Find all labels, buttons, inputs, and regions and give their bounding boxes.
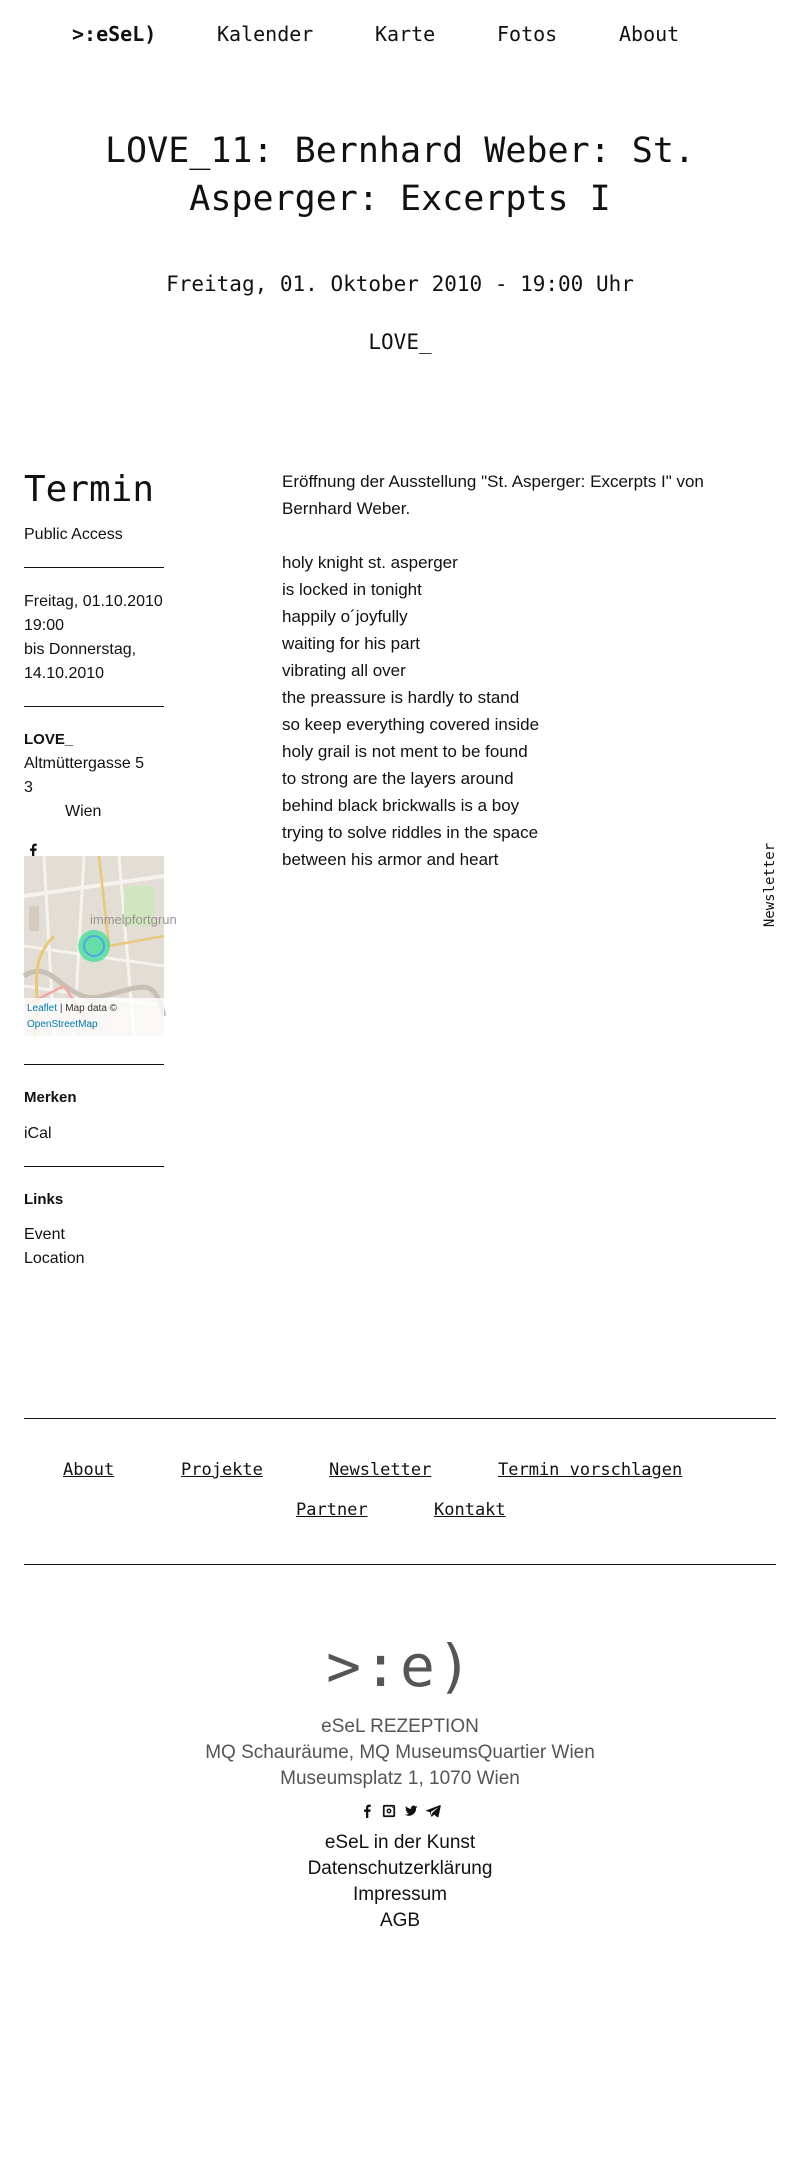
poem-line: holy grail is not ment to be found <box>282 742 528 761</box>
sidebar-heading: Termin <box>24 469 155 510</box>
leaflet-link[interactable]: Leaflet <box>27 1003 58 1014</box>
location-map[interactable] <box>24 856 177 1036</box>
facebook-icon[interactable] <box>360 1804 374 1823</box>
nav-item-about[interactable]: About <box>619 22 680 46</box>
footer-nav-newsletter[interactable]: Newsletter <box>329 1460 432 1480</box>
site-logo[interactable]: >:eSeL) <box>72 22 157 46</box>
twitter-icon[interactable] <box>404 1804 418 1823</box>
nav-item-fotos[interactable]: Fotos <box>497 22 558 46</box>
footer-divider-top <box>24 1418 776 1419</box>
event-sidebar <box>24 468 164 824</box>
telegram-icon[interactable] <box>426 1804 440 1823</box>
footer-link-datenschutz[interactable]: Datenschutzerklärung <box>307 1858 493 1879</box>
instagram-icon[interactable] <box>382 1804 396 1823</box>
event-description <box>282 468 762 873</box>
poem-line: between his armor and heart <box>282 850 499 869</box>
poem-line: to strong are the layers around <box>282 769 514 788</box>
address-street: Altmüttergasse 5 <box>24 754 145 772</box>
access-label: Public Access <box>24 526 123 544</box>
poem-line: trying to solve riddles in the space <box>282 823 539 842</box>
map-attr-text: | Map data © <box>59 1003 118 1014</box>
footer-nav-partner[interactable]: Partner <box>296 1500 368 1520</box>
footer-divider-bottom <box>24 1564 776 1565</box>
poem-line: vibrating all over <box>282 661 406 680</box>
nav-item-kalender[interactable]: Kalender <box>217 22 314 46</box>
links-heading: Links <box>24 1190 64 1208</box>
footer-nav-projekte[interactable]: Projekte <box>181 1460 263 1480</box>
footer-link-impressum[interactable]: Impressum <box>353 1884 447 1905</box>
nav-item-karte[interactable]: Karte <box>375 22 436 46</box>
map-street-label: immelpfortgrun <box>90 912 177 927</box>
address-number: 3 <box>24 778 33 796</box>
org-name: eSeL REZEPTION <box>321 1716 479 1737</box>
poem-line: holy knight st. asperger <box>282 553 458 572</box>
osm-link[interactable]: OpenStreetMap <box>27 1019 98 1030</box>
footer-link-agb[interactable]: AGB <box>379 1910 421 1931</box>
poem-line: waiting for his part <box>282 634 420 653</box>
merken-heading: Merken <box>24 1089 77 1106</box>
top-navigation <box>0 22 800 52</box>
poem-line: is locked in tonight <box>282 580 422 599</box>
map-attribution <box>24 998 164 1036</box>
intro-paragraph: Eröffnung der Ausstellung "St. Asperger: Excerpts I" von Bernhard Weber. <box>282 472 704 518</box>
divider <box>24 1166 164 1167</box>
venue-name-link[interactable]: LOVE_ <box>24 731 74 749</box>
event-link[interactable]: Event <box>24 1226 65 1243</box>
date-to: bis Donnerstag, 14.10.2010 <box>24 641 137 683</box>
poem-line: so keep everything covered inside <box>282 715 540 734</box>
divider <box>24 567 164 568</box>
divider <box>24 1064 164 1065</box>
poem-line: behind black brickwalls is a boy <box>282 796 520 815</box>
address-city: Wien <box>65 802 102 820</box>
event-title: LOVE_11: Bernhard Weber: St. Asperger: Excerpts I <box>104 131 695 219</box>
newsletter-tab[interactable]: Newsletter <box>762 842 778 928</box>
divider <box>24 706 164 707</box>
org-location: MQ Schauräume, MQ MuseumsQuartier Wien <box>205 1742 595 1763</box>
footer-logo[interactable]: >:e) <box>326 1632 474 1700</box>
poem <box>282 549 762 873</box>
org-address: Museumsplatz 1, 1070 Wien <box>280 1768 520 1789</box>
location-link[interactable]: Location <box>24 1250 85 1267</box>
footer-link-esel-in-der-kunst[interactable]: eSeL in der Kunst <box>324 1832 476 1853</box>
date-from: Freitag, 01.10.2010 19:00 <box>24 593 163 635</box>
footer-social-icons <box>0 1804 800 1823</box>
poem-line: the preassure is hardly to stand <box>282 688 520 707</box>
event-date: Freitag, 01. Oktober 2010 - 19:00 Uhr <box>166 272 634 296</box>
event-venue-link[interactable]: LOVE_ <box>368 330 432 354</box>
poem-line: happily o´joyfully <box>282 607 408 626</box>
footer-nav-kontakt[interactable]: Kontakt <box>434 1500 506 1520</box>
footer-nav-about[interactable]: About <box>63 1460 115 1480</box>
footer-nav-termin-vorschlagen[interactable]: Termin vorschlagen <box>498 1460 683 1480</box>
sidebar-lower <box>24 1044 164 1271</box>
ical-link[interactable]: iCal <box>24 1124 52 1142</box>
